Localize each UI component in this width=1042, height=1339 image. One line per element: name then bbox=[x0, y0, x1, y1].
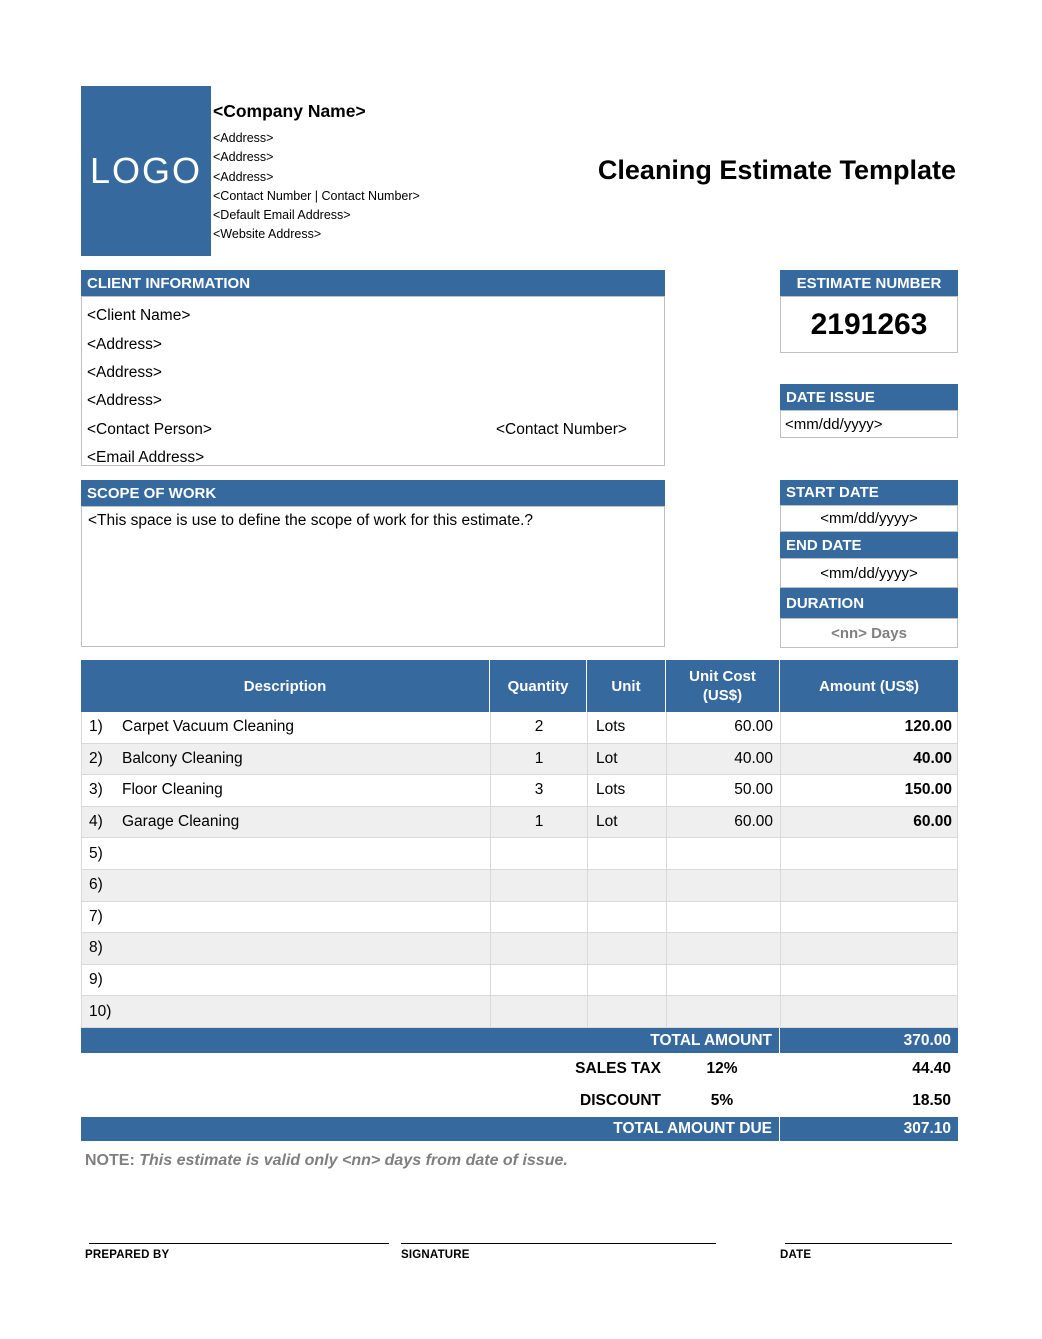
sales-tax-value: 44.40 bbox=[912, 1060, 951, 1077]
total-amount-row bbox=[81, 1028, 958, 1053]
amount-cell[interactable]: 40.00 bbox=[780, 744, 959, 775]
unit-cell[interactable] bbox=[587, 933, 666, 964]
signature-line[interactable] bbox=[401, 1243, 716, 1244]
description-cell[interactable] bbox=[82, 712, 490, 743]
unit-cell[interactable]: Lots bbox=[587, 712, 666, 743]
unit-cost-cell[interactable] bbox=[666, 838, 780, 869]
unit-cost-cell[interactable]: 50.00 bbox=[666, 775, 780, 806]
unit-cost-cell[interactable] bbox=[666, 965, 780, 996]
unit-cell[interactable]: Lot bbox=[587, 744, 666, 775]
duration-header: DURATION bbox=[780, 588, 958, 618]
contact-number-field[interactable]: <Contact Number> bbox=[496, 420, 627, 438]
table-row bbox=[81, 744, 958, 776]
description-value: Balcony Cleaning bbox=[122, 749, 243, 767]
quantity-cell[interactable]: 1 bbox=[490, 744, 587, 775]
total-amount-value: 370.00 bbox=[779, 1028, 958, 1053]
client-email-field[interactable]: <Email Address> bbox=[87, 449, 205, 467]
client-address-field[interactable]: <Address> bbox=[87, 335, 162, 353]
unit-cost-cell[interactable]: 40.00 bbox=[666, 744, 780, 775]
description-cell[interactable] bbox=[82, 933, 490, 964]
client-name-field[interactable]: <Client Name> bbox=[87, 307, 191, 325]
unit-cost-cell[interactable]: 60.00 bbox=[666, 712, 780, 743]
table-row bbox=[81, 807, 958, 839]
unit-cell[interactable]: Lots bbox=[587, 775, 666, 806]
row-number: 5) bbox=[89, 844, 103, 862]
total-amount-label: TOTAL AMOUNT bbox=[650, 1031, 772, 1049]
amount-cell[interactable]: 60.00 bbox=[780, 807, 959, 838]
quantity-cell[interactable] bbox=[490, 996, 587, 1027]
client-address-field[interactable]: <Address> bbox=[87, 392, 162, 410]
total-amount-due-row bbox=[81, 1117, 958, 1141]
table-row bbox=[81, 838, 958, 870]
description-cell[interactable] bbox=[82, 996, 490, 1027]
company-name-field[interactable]: <Company Name> bbox=[213, 101, 366, 121]
description-cell[interactable] bbox=[82, 744, 490, 775]
discount-rate-field[interactable]: 5% bbox=[710, 1092, 734, 1109]
row-number: 9) bbox=[89, 971, 103, 989]
description-cell[interactable] bbox=[82, 807, 490, 838]
signature-label: SIGNATURE bbox=[401, 1249, 470, 1261]
column-header-description: Description bbox=[243, 677, 327, 695]
company-contact-field[interactable]: <Contact Number | Contact Number> bbox=[213, 188, 420, 203]
unit-cost-cell[interactable] bbox=[666, 933, 780, 964]
company-website-field[interactable]: <Website Address> bbox=[213, 227, 322, 242]
quantity-cell[interactable] bbox=[490, 902, 587, 933]
amount-cell[interactable] bbox=[780, 996, 959, 1027]
column-header-unit: Unit bbox=[586, 660, 665, 712]
row-number: 4) bbox=[89, 813, 103, 831]
total-amount-due-label: TOTAL AMOUNT DUE bbox=[613, 1120, 772, 1137]
description-cell[interactable] bbox=[82, 902, 490, 933]
prepared-by-line[interactable] bbox=[89, 1243, 389, 1244]
table-row bbox=[81, 902, 958, 934]
client-information-box bbox=[81, 296, 665, 466]
company-email-field[interactable]: <Default Email Address> bbox=[213, 208, 351, 223]
column-header-amount: Amount (US$) bbox=[779, 660, 958, 712]
amount-cell[interactable]: 120.00 bbox=[780, 712, 959, 743]
unit-cell[interactable] bbox=[587, 870, 666, 901]
table-row bbox=[81, 933, 958, 965]
unit-cell[interactable] bbox=[587, 902, 666, 933]
amount-cell[interactable] bbox=[780, 965, 959, 996]
table-row bbox=[81, 996, 958, 1028]
contact-person-field[interactable]: <Contact Person> bbox=[87, 420, 212, 438]
discount-value: 18.50 bbox=[912, 1092, 951, 1109]
date-label: DATE bbox=[780, 1249, 812, 1261]
table-row bbox=[81, 712, 958, 744]
amount-cell[interactable]: 150.00 bbox=[780, 775, 959, 806]
prepared-by-label: PREPARED BY bbox=[85, 1249, 170, 1261]
company-block bbox=[213, 101, 420, 245]
scope-of-work-header: SCOPE OF WORK bbox=[81, 480, 665, 506]
page-title: Cleaning Estimate Template bbox=[597, 155, 956, 185]
discount-label: DISCOUNT bbox=[580, 1092, 661, 1109]
sales-tax-row bbox=[81, 1053, 958, 1085]
quantity-cell[interactable]: 1 bbox=[490, 807, 587, 838]
company-address-field[interactable]: <Address> bbox=[213, 131, 274, 145]
quantity-cell[interactable] bbox=[490, 965, 587, 996]
quantity-cell[interactable] bbox=[490, 933, 587, 964]
row-number: 2) bbox=[89, 749, 103, 767]
end-date-header: END DATE bbox=[780, 532, 958, 558]
estimate-number-header: ESTIMATE NUMBER bbox=[780, 270, 958, 296]
unit-cell[interactable] bbox=[587, 996, 666, 1027]
unit-cell[interactable]: Lot bbox=[587, 807, 666, 838]
row-number: 10) bbox=[89, 1002, 112, 1020]
sales-tax-label: SALES TAX bbox=[575, 1060, 661, 1077]
column-header-quantity: Quantity bbox=[489, 660, 586, 712]
quantity-cell[interactable]: 2 bbox=[490, 712, 587, 743]
duration-field[interactable]: <nn> Days bbox=[780, 618, 958, 648]
note-prefix: NOTE: bbox=[85, 1152, 135, 1169]
unit-cost-cell[interactable] bbox=[666, 870, 780, 901]
quantity-cell[interactable] bbox=[490, 838, 587, 869]
total-amount-due-value: 307.10 bbox=[779, 1117, 958, 1141]
table-header-row bbox=[81, 660, 958, 712]
end-date-field[interactable]: <mm/dd/yyyy> bbox=[780, 558, 958, 588]
note-text: This estimate is valid only <nn> days from date of issue. bbox=[139, 1152, 568, 1169]
amount-cell[interactable] bbox=[780, 838, 959, 869]
validity-note bbox=[85, 1152, 568, 1170]
company-logo bbox=[81, 86, 211, 256]
client-address-field[interactable]: <Address> bbox=[87, 363, 162, 381]
quantity-cell[interactable] bbox=[490, 870, 587, 901]
unit-cell[interactable] bbox=[587, 965, 666, 996]
row-number: 1) bbox=[89, 718, 103, 736]
company-address-field[interactable]: <Address> bbox=[213, 169, 274, 184]
start-date-header: START DATE bbox=[780, 480, 958, 505]
date-issue-field[interactable]: <mm/dd/yyyy> bbox=[780, 410, 958, 438]
description-cell[interactable] bbox=[82, 838, 490, 869]
table-row bbox=[81, 965, 958, 997]
row-number: 6) bbox=[89, 876, 103, 894]
row-number: 3) bbox=[89, 781, 103, 799]
unit-cost-cell[interactable] bbox=[666, 902, 780, 933]
discount-row bbox=[81, 1085, 958, 1117]
description-value: Floor Cleaning bbox=[122, 781, 223, 799]
amount-cell[interactable] bbox=[780, 933, 959, 964]
unit-cell[interactable] bbox=[587, 838, 666, 869]
amount-cell[interactable] bbox=[780, 870, 959, 901]
date-line[interactable] bbox=[785, 1243, 952, 1244]
description-value: Carpet Vacuum Cleaning bbox=[122, 718, 295, 736]
column-header-unit-cost: Unit Cost (US$) bbox=[665, 660, 779, 712]
table-row bbox=[81, 870, 958, 902]
unit-cost-cell[interactable] bbox=[666, 996, 780, 1027]
description-cell[interactable] bbox=[82, 775, 490, 806]
table-row bbox=[81, 775, 958, 807]
sales-tax-rate-field[interactable]: 12% bbox=[706, 1060, 738, 1077]
estimate-number-value[interactable]: 2191263 bbox=[780, 296, 958, 353]
date-issue-header: DATE ISSUE bbox=[780, 384, 958, 410]
scope-of-work-field[interactable]: <This space is use to define the scope of work for this estimate.? bbox=[81, 506, 665, 647]
client-information-header: CLIENT INFORMATION bbox=[81, 270, 665, 296]
table-body bbox=[81, 712, 958, 1028]
unit-cost-cell[interactable]: 60.00 bbox=[666, 807, 780, 838]
amount-cell[interactable] bbox=[780, 902, 959, 933]
start-date-field[interactable]: <mm/dd/yyyy> bbox=[780, 505, 958, 532]
description-cell[interactable] bbox=[82, 870, 490, 901]
description-value: Garage Cleaning bbox=[122, 813, 240, 831]
quantity-cell[interactable]: 3 bbox=[490, 775, 587, 806]
company-address-field[interactable]: <Address> bbox=[213, 150, 274, 165]
row-number: 7) bbox=[89, 907, 103, 925]
logo-text: LOGO bbox=[89, 150, 203, 191]
row-number: 8) bbox=[89, 939, 103, 957]
description-cell[interactable] bbox=[82, 965, 490, 996]
